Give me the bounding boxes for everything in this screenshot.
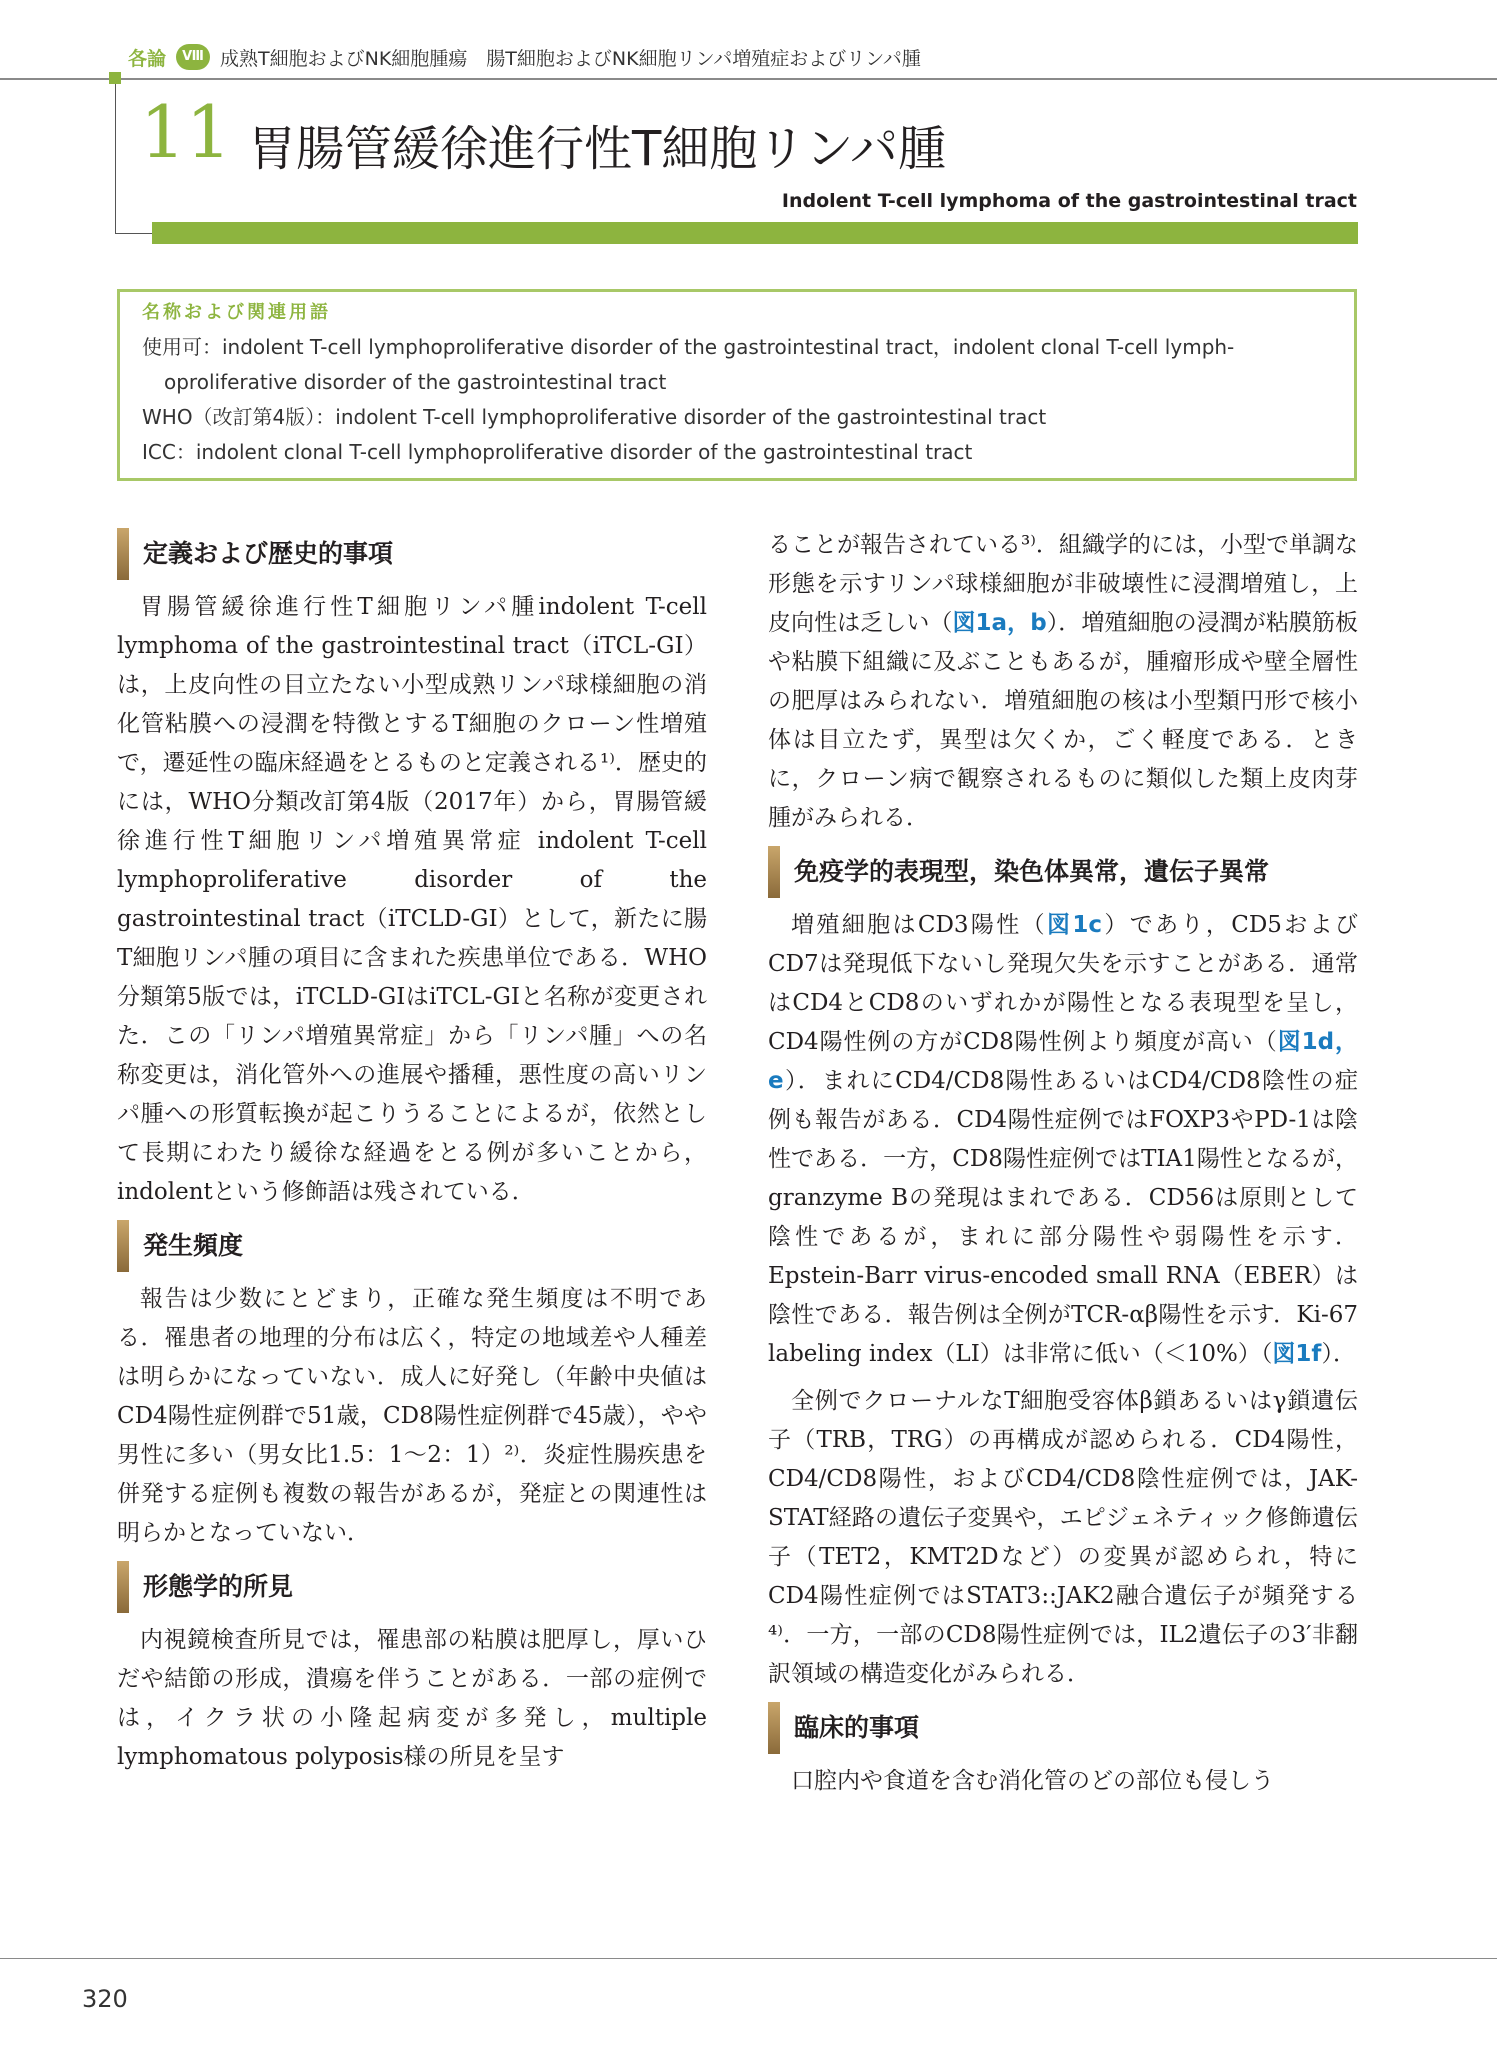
section-label: 各論 (128, 47, 167, 70)
footer-rule (0, 1958, 1497, 1959)
names-line: WHO（改訂第4版）：indolent T-cell lymphoproliferative disorder of the gastrointestinal tract (142, 405, 1047, 429)
paragraph-immunophenotype (768, 906, 1358, 1374)
chapter-title: 胃腸管緩徐進行性T細胞リンパ腫 (248, 121, 946, 177)
heading-text: 発生頻度 (143, 1231, 244, 1260)
right-column (768, 526, 1358, 1809)
section-roman-badge: Ⅷ (176, 44, 210, 70)
corner-line-horizontal (115, 233, 155, 234)
section-heading-clinical (768, 1702, 1358, 1754)
corner-line-vertical (115, 84, 116, 234)
page-number: 320 (82, 1985, 128, 2013)
paragraph-incidence: 報告は少数にとどまり，正確な発生頻度は不明である．罹患者の地理的分布は広く，特定の地域差や人種差は明らかになっていない．成人に好発し（年齢中央値はCD4陽性症例群で51歳，CD8陽性症例群で45歳），やや男性に多い（男女比1.5：1〜2：1）²⁾．炎症性腸疾患を併発する症例も複数の報告があるが，発症との関連性は明らかとなっていない． (117, 1286, 707, 1546)
left-column (117, 528, 707, 1785)
section-heading-definition (117, 528, 707, 580)
text-run: 増殖細胞はCD3陽性（ (791, 912, 1047, 938)
names-box-title: 名称および関連用語 (142, 302, 331, 323)
text-run: ることが報告されている³⁾．組織学的には，小型で単調な形態を示すリンパ球様細胞が非破壊性に浸潤増殖し，上皮向性は乏しい（ (768, 532, 1358, 636)
heading-text: 免疫学的表現型，染色体異常，遺伝子異常 (794, 857, 1270, 886)
header-rule (0, 78, 1497, 80)
heading-text: 形態学的所見 (143, 1572, 294, 1601)
figure-ref-link[interactable]: 図1c (1047, 912, 1103, 938)
names-line: 使用可：indolent T-cell lymphoproliferative disorder of the gastrointestinal tract，indolent clonal T-cell lymph- (142, 335, 1235, 359)
figure-ref-link[interactable]: 図1f (1272, 1341, 1322, 1367)
running-header (128, 42, 921, 72)
heading-bar (117, 1220, 129, 1272)
heading-text: 定義および歴史的事項 (143, 539, 394, 568)
text-run: ）． (1321, 1341, 1356, 1367)
paragraph-morphology: 内視鏡検査所見では，罹患部の粘膜は肥厚し，厚いひだや結節の形成，潰瘍を伴うことがある．一部の症例では，イクラ状の小隆起病変が多発し，multiple lymphomatous polyposis様の所見を呈す (117, 1627, 707, 1770)
section-heading-incidence (117, 1220, 707, 1272)
paragraph-clinical: 口腔内や食道を含む消化管のどの部位も侵しう (791, 1768, 1274, 1794)
heading-bar (768, 1702, 780, 1754)
heading-bar (768, 846, 780, 898)
section-heading-morphology (117, 1561, 707, 1613)
text-run: ）．まれにCD4/CD8陽性あるいはCD4/CD8陰性の症例も報告がある．CD4陽性症例ではFOXP3やPD-1は陰性である．一方，CD8陽性症例ではTIA1陽性となるが，granzyme Bの発現はまれである．CD56は原則として陰性であるが，まれに部分陽性や弱陽性を示す．Epstein-Barr virus-encoded small RNA（EBER）は陰性である．報告例は全例がTCR-αβ陽性を示す．Ki-67 labeling index（LI）は非常に低い（＜10%）（ (768, 1068, 1358, 1367)
names-line: oproliferative disorder of the gastrointestinal tract (164, 370, 667, 394)
figure-ref-link[interactable]: 図1d，e (768, 1029, 1359, 1094)
heading-bar (117, 528, 129, 580)
paragraph-definition: 胃腸管緩徐進行性T細胞リンパ腫indolent T-cell lymphoma of the gastrointestinal tract（iTCL-GI）は，上皮向性の目立たない小型成熟リンパ球様細胞の消化管粘膜への浸潤を特徴とするT細胞のクローン性増殖で，遷延性の臨床経過をとるものと定義される¹⁾．歴史的には，WHO分類改訂第4版（2017年）から，胃腸管緩徐進行性T細胞リンパ増殖異常症 indolent T-cell lymphoproliferative disorder of the gastrointestinal tract（iTCLD-GI）として，新たに腸T細胞リンパ腫の項目に含まれた疾患単位である．WHO分類第5版では，iTCLD-GIはiTCL-GIと名称が変更された．この「リンパ増殖異常症」から「リンパ腫」への名称変更は，消化管外への進展や播種，悪性度の高いリンパ腫への形質転換が起こりうることによるが，依然として長期にわたり緩徐な経過をとる例が多いことから，indolentという修飾語は残されている． (117, 594, 707, 1205)
chapter-number: 11 (140, 90, 232, 174)
figure-ref-link[interactable]: 図1a，b (952, 610, 1047, 636)
corner-marker (109, 72, 121, 84)
paragraph-morphology-continued (768, 526, 1358, 838)
heading-text: 臨床的事項 (794, 1713, 920, 1742)
running-title: 成熟T細胞およびNK細胞腫瘍 腸T細胞およびNK細胞リンパ増殖症およびリンパ腫 (220, 47, 921, 70)
text-run: ）であり，CD5およびCD7は発現低下ないし発現欠失を示すことがある．通常はCD4とCD8のいずれかが陽性となる表現型を呈し，CD4陽性例の方がCD8陽性例より頻度が高い（ (768, 912, 1359, 1055)
section-heading-immunophenotype (768, 846, 1358, 898)
names-box (117, 289, 1357, 481)
paragraph-genetics: 全例でクローナルなT細胞受容体β鎖あるいはγ鎖遺伝子（TRB，TRG）の再構成が認められる．CD4陽性，CD4/CD8陽性，およびCD4/CD8陰性症例では，JAK-STAT経路の遺伝子変異や，エピジェネティック修飾遺伝子（TET2，KMT2Dなど）の変異が認められ，特にCD4陽性症例ではSTAT3::JAK2融合遺伝子が頻発する⁴⁾．一方，一部のCD8陽性症例では，IL2遺伝子の3′非翻訳領域の構造変化がみられる． (768, 1388, 1358, 1687)
title-underline-bar (152, 222, 1358, 244)
names-line: ICC：indolent clonal T-cell lymphoproliferative disorder of the gastrointestinal tract (142, 440, 973, 464)
heading-bar (117, 1561, 129, 1613)
text-run: ）．増殖細胞の浸潤が粘膜筋板や粘膜下組織に及ぶこともあるが，腫瘤形成や壁全層性の肥厚はみられない．増殖細胞の核は小型類円形で核小体は目立たず，異型は欠くか，ごく軽度である．ときに，クローン病で観察されるものに類似した類上皮肉芽腫がみられる． (768, 610, 1358, 831)
chapter-subtitle: Indolent T-cell lymphoma of the gastrointestinal tract (781, 190, 1357, 212)
